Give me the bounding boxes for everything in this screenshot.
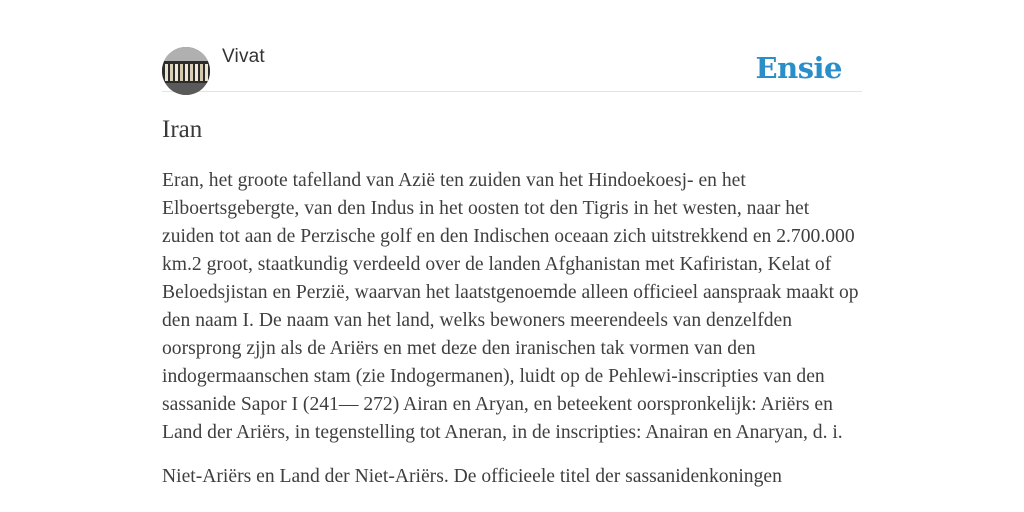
avatar[interactable]: [162, 47, 210, 95]
bookshelf-avatar-icon: [162, 47, 210, 95]
paragraph-1: Eran, het groote tafelland van Azië ten zuiden van het Hindoekoesj- en het Elboertsgebergte, van den Indus in het oosten tot den Tigris in het westen, naar het zuiden tot aan de Perzische golf en den Indischen oceaan zich uitstrekkend en 2.700.000 km.2 groot, staatkundig verdeeld over de landen Afghanistan met Kafiristan, Kelat of Beloedsjistan en Perzië, waarvan het laatstgenoemde alleen officieel aanspraak maakt op den naam I. De naam van het land, welks bewoners meerendeels van denzelfden oorsprong zjjn als de Ariërs en met deze den iranischen tak vormen van den indogermaanschen stam (zie Indogermanen), luidt op de Pehlewi-inscripties van den sassanide Sapor I (241— 272) Airan en Aryan, en beteekent oorspronkelijk: Ariërs en Land der Ariërs, in tegenstelling tot Aneran, in de inscripties: Anairan en Anaryan, d. i.: [162, 170, 859, 443]
paragraph-2: Niet-Ariërs en Land der Niet-Ariërs. De officieele titel der sassanidenkoningen: [162, 466, 782, 487]
brand-logo[interactable]: Ensie: [755, 51, 842, 85]
author-name[interactable]: Vivat: [222, 46, 265, 67]
page-title: Iran: [162, 116, 203, 143]
header: [162, 46, 862, 92]
article-body: [162, 167, 866, 507]
